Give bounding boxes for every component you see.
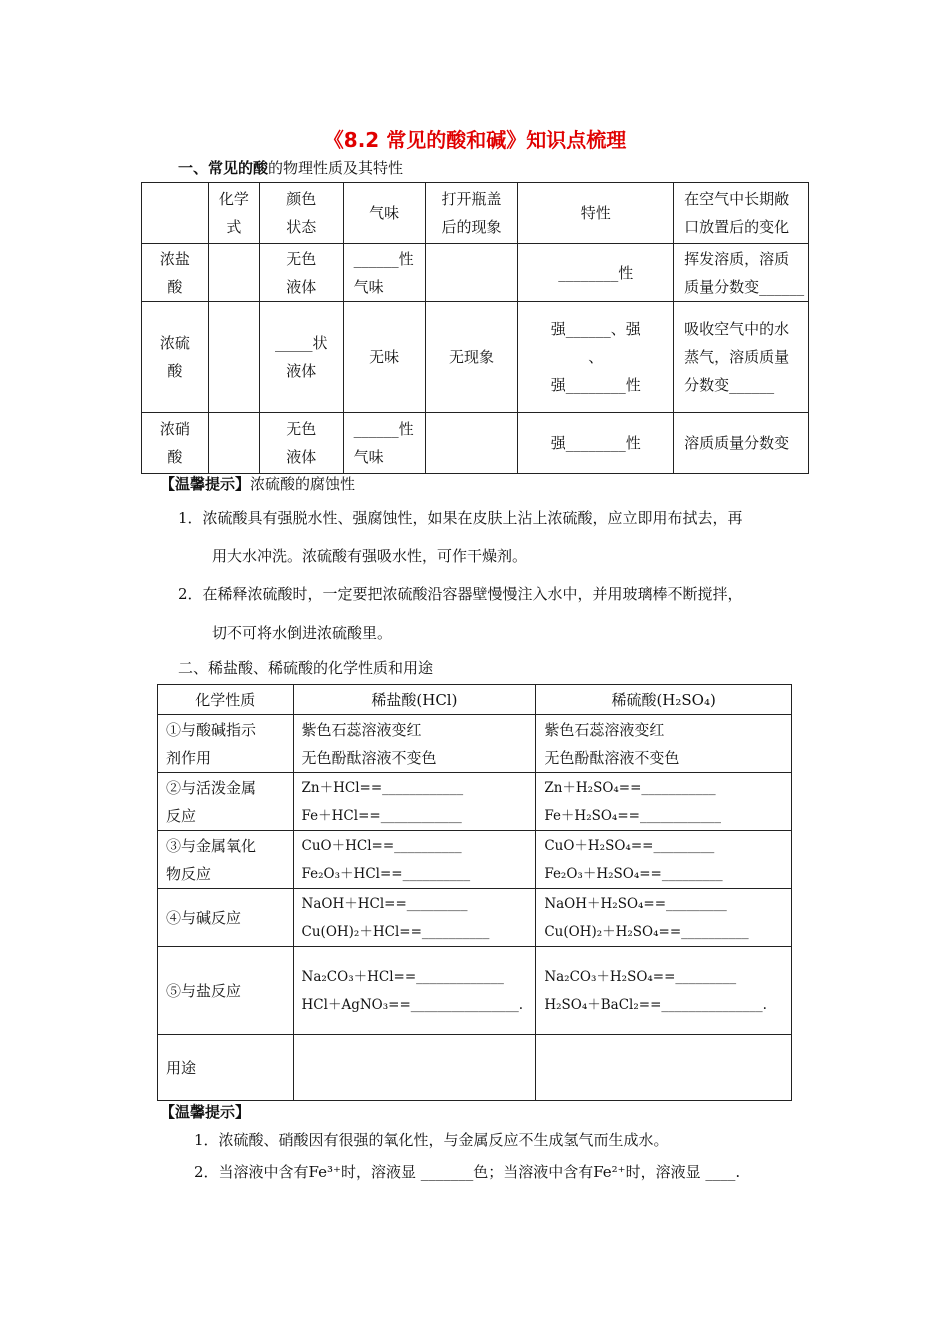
- header-cell: 稀盐酸(HCl): [293, 685, 536, 715]
- header-cell: 特性: [518, 183, 674, 244]
- section-1-heading: [178, 157, 403, 178]
- table-row: ②与活泼金属 反应 Zn＋HCl==____________ Fe＋HCl==____________ Zn＋H₂SO₄==___________ Fe＋H₂SO₄==____________: [158, 773, 792, 831]
- tip-1-item: 2．在稀释浓硫酸时，一定要把浓硫酸沿容器壁慢慢注入水中，并用玻璃棒不断搅拌，: [178, 585, 743, 603]
- tip-1: [160, 474, 355, 494]
- tip-1-item: 用大水冲洗。浓硫酸有强吸水性，可作干燥剂。: [212, 547, 528, 565]
- tip-1-item: 切不可将水倒进浓硫酸里。: [212, 624, 393, 642]
- acid-properties-table: [141, 182, 809, 474]
- table-row: 浓盐 酸 无色 液体 ______性 气味 ________性 挥发溶质，溶质 质量分数变______: [142, 244, 809, 302]
- table-header-row: [158, 685, 792, 715]
- table-row: 浓硝 酸 无色 液体 ______性 气味 强________性 溶质质量分数变: [142, 413, 809, 474]
- header-cell: 化学 式: [208, 183, 259, 244]
- section-1-heading-bold: 一、常见的酸: [178, 159, 269, 177]
- header-cell: 化学性质: [158, 685, 294, 715]
- table-header-row: [142, 183, 809, 244]
- table-row: ③与金属氧化 物反应 CuO＋HCl==__________ Fe₂O₃＋HCl==__________ CuO＋H₂SO₄==_________ Fe₂O₃＋H₂SO₄==_________: [158, 831, 792, 889]
- header-cell: 颜色 状态: [259, 183, 343, 244]
- tip-2-item: 1．浓硫酸、硝酸因有很强的氧化性，与金属反应不生成氢气而生成水。: [194, 1131, 669, 1149]
- header-cell: [142, 183, 209, 244]
- tip-2-label: 【温馨提示】: [160, 1103, 251, 1121]
- tip-label: 【温馨提示】: [160, 475, 251, 493]
- section-2-heading: 二、稀盐酸、稀硫酸的化学性质和用途: [178, 659, 434, 677]
- acid-chemistry-table: [157, 684, 792, 1101]
- tip-text: 浓硫酸的腐蚀性: [250, 475, 356, 493]
- table-row: ①与酸碱指示 剂作用 紫色石蕊溶液变红 无色酚酞溶液不变色 紫色石蕊溶液变红 无色酚酞溶液不变色: [158, 715, 792, 773]
- header-cell: 在空气中长期敞 口放置后的变化: [674, 183, 809, 244]
- page-title: 《8.2 常见的酸和碱》知识点梳理: [323, 128, 627, 152]
- table-row: 浓硫 酸 _____状 液体 无味 无现象 强______、强 、 强________性 吸收空气中的水 蒸气，溶质质量 分数变______: [142, 302, 809, 413]
- table-row: 用途: [158, 1035, 792, 1101]
- header-cell: 打开瓶盖 后的现象: [425, 183, 518, 244]
- header-cell: 气味: [343, 183, 425, 244]
- table-row: ⑤与盐反应 Na₂CO₃＋HCl==_____________ HCl＋AgNO₃==________________. Na₂CO₃＋H₂SO₄==_________ H₂SO₄＋BaCl₂==_______________.: [158, 947, 792, 1035]
- section-1-heading-rest: 的物理性质及其特性: [268, 159, 404, 177]
- tip-2-item: 2．当溶液中含有Fe³⁺时，溶液显 _______色；当溶液中含有Fe²⁺时，溶液显 ____.: [194, 1163, 741, 1181]
- table-row: ④与碱反应 NaOH＋HCl==_________ Cu(OH)₂＋HCl==__________ NaOH＋H₂SO₄==_________ Cu(OH)₂＋H₂SO₄==__________: [158, 889, 792, 947]
- header-cell: 稀硫酸(H₂SO₄): [536, 685, 792, 715]
- tip-1-item: 1．浓硫酸具有强脱水性、强腐蚀性，如果在皮肤上沾上浓硫酸，应立即用布拭去，再: [178, 509, 743, 527]
